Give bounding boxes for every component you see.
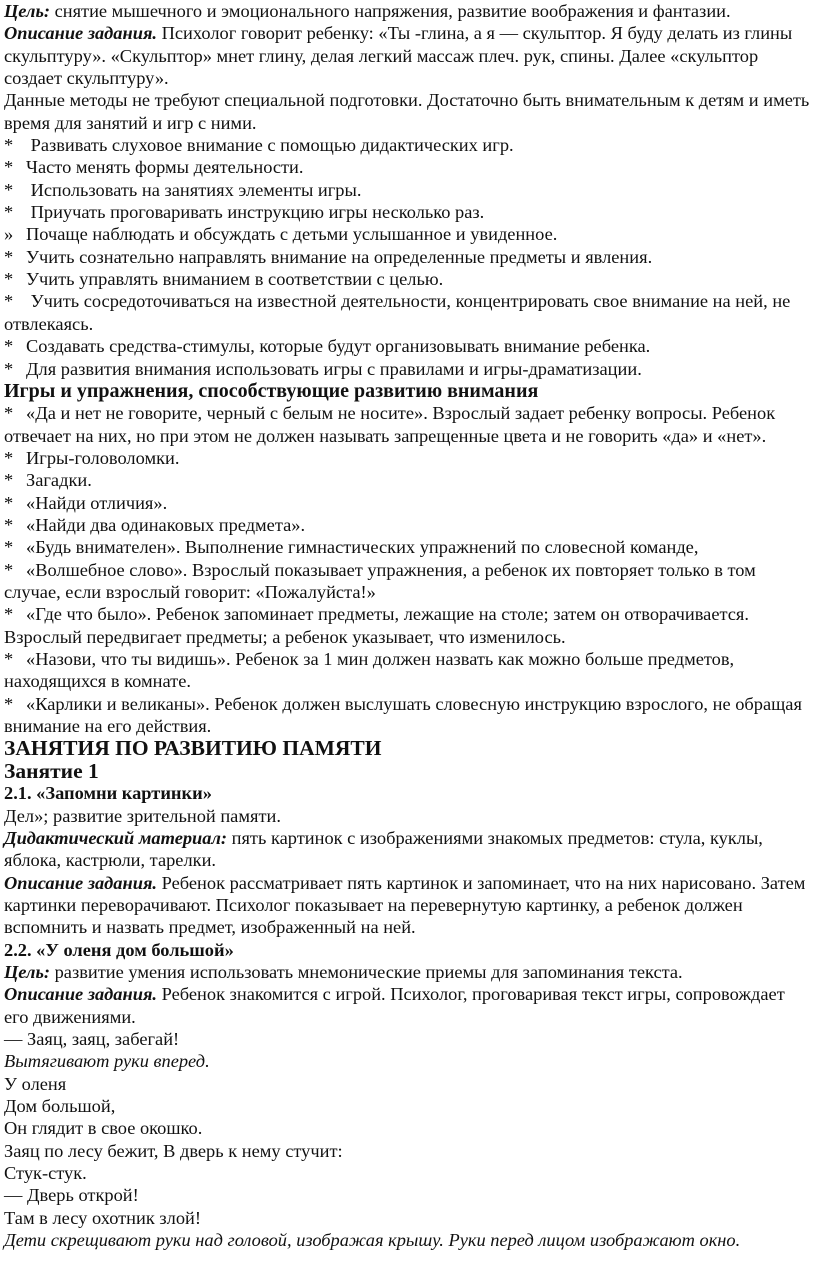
- list-item: * «Найди два одинаковых предмета».: [4, 514, 306, 535]
- list-item: * «Будь внимателен». Выполнение гимнастических упражнений по словесной команде,: [4, 537, 699, 558]
- list-marker: *: [4, 135, 14, 156]
- exercise-1-material: [4, 827, 812, 872]
- methods-paragraph: Данные методы не требуют специальной подготовки. Достаточно быть внимательным к детям и иметь время для занятий и игр с ними.: [4, 90, 810, 133]
- games-heading: Игры и упражнения, способствующие развитию внимания: [4, 379, 539, 402]
- exercise-1-task: [4, 872, 812, 939]
- list-item: * «Карлики и великаны». Ребенок должен выслушать словесную инструкцию взрослого, не обращая внимание на его действия.: [4, 693, 802, 737]
- task-label: Описание задания.: [4, 23, 158, 44]
- list-item: * Учить сознательно направлять внимание на определенные предметы и явления.: [4, 246, 653, 267]
- list-item: * Учить управлять вниманием в соответствии с целью.: [4, 269, 444, 290]
- list-item: * Часто менять формы деятельности.: [4, 157, 304, 178]
- list-marker: *: [4, 514, 14, 535]
- exercise-1-line: Дел»; развитие зрительной памяти.: [4, 805, 281, 826]
- list-marker: *: [4, 559, 14, 580]
- exercise-1-title: 2.1. «Запомни картинки»: [4, 783, 212, 804]
- list-item: * «Найди отличия».: [4, 492, 168, 513]
- list-marker: *: [4, 403, 14, 424]
- list-marker: *: [4, 693, 14, 714]
- list-marker: *: [4, 447, 14, 468]
- list-marker: *: [4, 649, 14, 670]
- list-marker: *: [4, 470, 14, 491]
- goal-text: развитие умения использовать мнемонические приемы для запоминания текста.: [49, 961, 683, 982]
- list-item: * Игры-головоломки.: [4, 447, 180, 468]
- list-marker: *: [4, 269, 14, 290]
- list-item: * Для развития внимания использовать игры с правилами и игры-драматизации.: [4, 358, 642, 379]
- exercise-2-task: [4, 983, 812, 1028]
- list-marker: *: [4, 336, 14, 357]
- verse-line: Он глядит в свое окошко.: [4, 1118, 203, 1139]
- list-marker: *: [4, 157, 14, 178]
- list-item: * Загадки.: [4, 470, 92, 491]
- exercise-2-goal: [4, 961, 812, 983]
- list-item: * «Где что было». Ребенок запоминает предметы, лежащие на столе; затем он отворачивается. Взрослый передвигает предметы; а ребенок указывает, что изменилось.: [4, 604, 749, 647]
- list-marker: *: [4, 492, 14, 513]
- list-marker: *: [4, 291, 14, 312]
- goal-text: снятие мышечного и эмоционального напряжения, развитие воображения и фантазии.: [49, 1, 731, 21]
- material-text: пять картинок с изображениями знакомых предметов: стула, куклы, яблока, кастрюли, тарелки.: [4, 827, 763, 871]
- task-label: Описание задания.: [4, 984, 158, 1005]
- verse-line: Заяц по лесу бежит, В дверь к нему стучит:: [4, 1140, 343, 1161]
- tips-list: [4, 134, 812, 380]
- list-item: * Использовать на занятиях элементы игры.: [4, 179, 362, 200]
- list-marker: *: [4, 202, 14, 223]
- verse-line: — Дверь открой!: [4, 1185, 139, 1206]
- list-marker: *: [4, 246, 14, 267]
- exercise-2-title: 2.2. «У оленя дом большой»: [4, 939, 234, 960]
- intro-task: [4, 22, 812, 89]
- task-text: Психолог говорит ребенку: «Ты -глина, а я — скульптор. Я буду делать из глины скульптуру». «Скульптор» мнет глину, делая легкий массаж плеч. рук, спины. Далее «скульптор создает скульптуру».: [4, 23, 793, 89]
- task-label: Описание задания.: [4, 872, 158, 893]
- list-marker: »: [4, 224, 14, 245]
- list-marker: *: [4, 179, 14, 200]
- list-item: * Приучать проговаривать инструкцию игры несколько раз.: [4, 202, 485, 223]
- list-item: * «Волшебное слово». Взрослый показывает упражнения, а ребенок их повторяет только в том случае, если взрослый говорит: «Пожалуйста!»: [4, 559, 756, 602]
- verse-line: У оленя: [4, 1073, 67, 1094]
- verse-direction: Дети скрещивают руки над головой, изображая крышу. Руки перед лицом изображают окно.: [4, 1230, 741, 1251]
- games-list: [4, 402, 812, 737]
- list-item: * «Да и нет не говорите, черный с белым не носите». Взрослый задает ребенку вопросы. Ребенок отвечает на них, но при этом не должен называть запрещенные цвета и не говорить «да» и «нет».: [4, 403, 776, 446]
- list-marker: *: [4, 358, 14, 379]
- list-item: * «Назови, что ты видишь». Ребенок за 1 мин должен назвать как можно больше предметов, находящихся в комнате.: [4, 649, 735, 692]
- verse-line: Стук-стук.: [4, 1163, 87, 1184]
- list-marker: *: [4, 537, 14, 558]
- verse-line: Дом большой,: [4, 1096, 116, 1117]
- task-text: Ребенок знакомится с игрой. Психолог, проговаривая текст игры, сопровождает его движениями.: [4, 984, 785, 1027]
- goal-label: Цель:: [4, 961, 50, 982]
- verse-direction: Вытягивают руки вперед.: [4, 1051, 210, 1072]
- list-item: » Почаще наблюдать и обсуждать с детьми услышанное и увиденное.: [4, 224, 558, 245]
- verse-line: Там в лесу охотник злой!: [4, 1207, 202, 1228]
- list-item: * Развивать слуховое внимание с помощью дидактических игр.: [4, 135, 514, 156]
- task-text: Ребенок рассматривает пять картинок и запоминает, что на них нарисовано. Затем картинки переворачивают. Психолог показывает на перевернутую картинку, а ребенок должен вспомнить и назвать предмет, изображенный на ней.: [4, 872, 806, 938]
- list-item: * Создавать средства-стимулы, которые будут организовывать внимание ребенка.: [4, 336, 651, 357]
- material-label: Дидактический материал:: [4, 827, 228, 848]
- verse-block: [4, 1028, 812, 1251]
- goal-label: Цель:: [4, 1, 50, 21]
- memory-heading: ЗАНЯТИЯ ПО РАЗВИТИЮ ПАМЯТИ: [4, 736, 382, 761]
- intro-goal: [4, 0, 812, 22]
- lesson-heading: Занятие 1: [4, 758, 99, 783]
- list-marker: *: [4, 604, 14, 625]
- verse-line: — Заяц, заяц, забегай!: [4, 1029, 180, 1049]
- list-item: * Учить сосредоточиваться на известной деятельности, концентрировать свое внимание на ней, не отвлекаясь.: [4, 291, 791, 334]
